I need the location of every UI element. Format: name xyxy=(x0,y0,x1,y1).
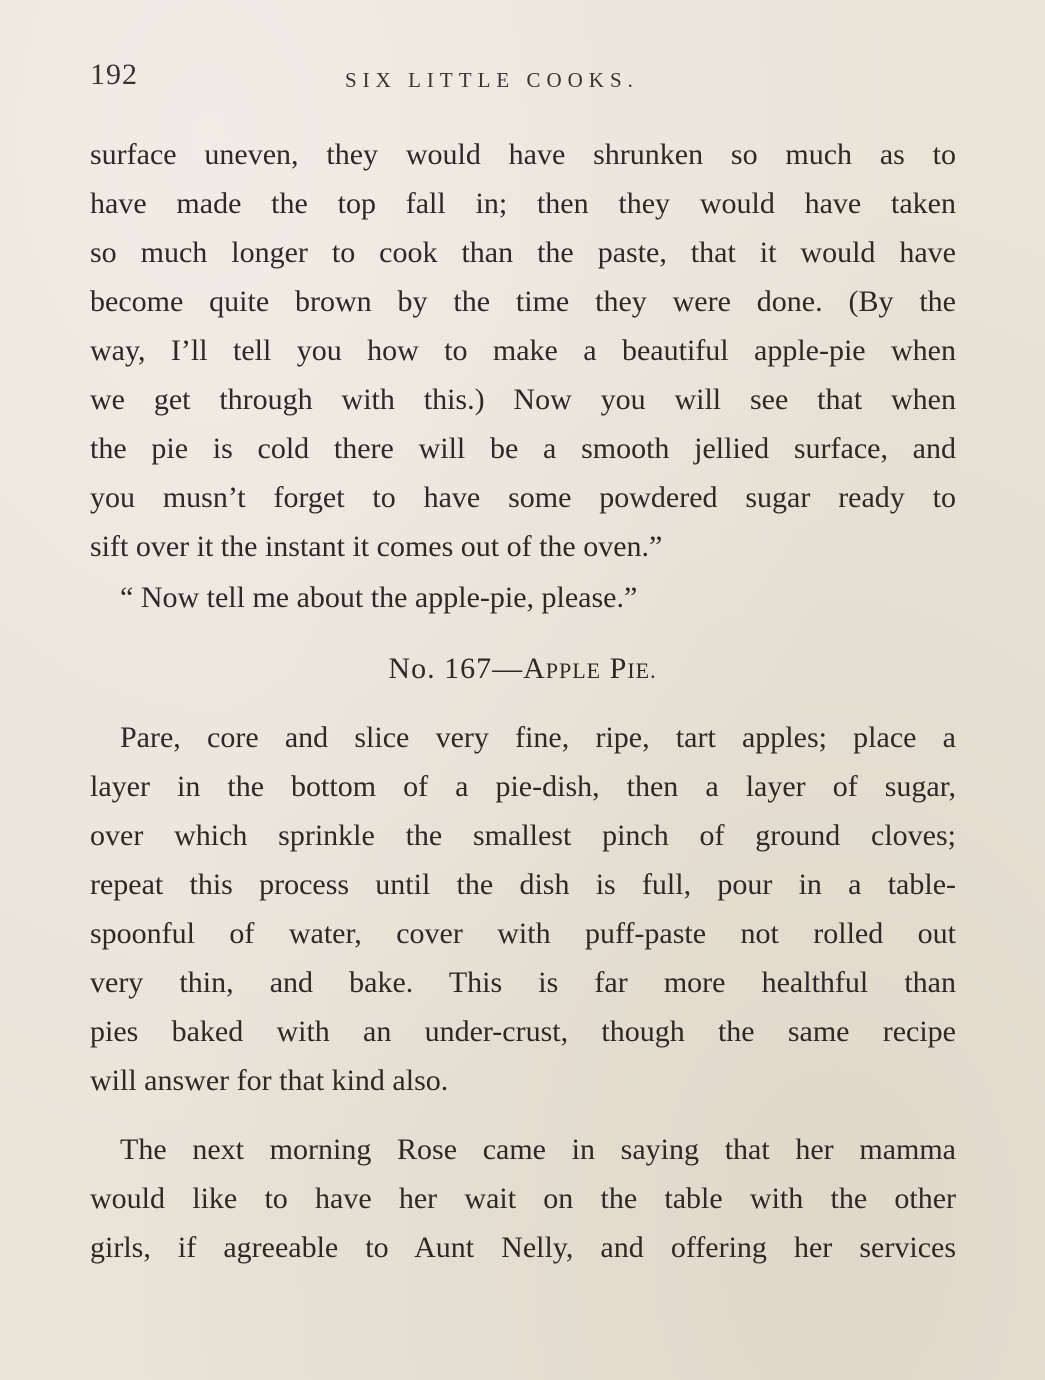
text-line: way, I’ll tell you how to make a beautiful apple-pie when xyxy=(90,334,956,367)
text-line: the pie is cold there will be a smooth jellied surface, and xyxy=(90,432,956,465)
text-line: you musn’t forget to have some powdered sugar ready to xyxy=(90,481,956,514)
recipe-title-smallcaps-a: PPLE xyxy=(545,658,602,683)
text-line: repeat this process until the dish is full, pour in a table- xyxy=(90,868,956,901)
running-head xyxy=(90,58,960,98)
text-line: would like to have her wait on the table with the other xyxy=(90,1182,956,1215)
recipe-title-initial-p: P xyxy=(609,652,628,685)
text-line: Pare, core and slice very fine, ripe, tart apples; place a xyxy=(120,721,956,754)
text-line: “ Now tell me about the apple-pie, please.” xyxy=(120,581,638,614)
text-line: we get through with this.) Now you will see that when xyxy=(90,383,956,416)
recipe-title-initial-a: A xyxy=(523,652,546,685)
text-line: spoonful of water, cover with puff-paste not rolled out xyxy=(90,917,956,950)
text-line: very thin, and bake. This is far more healthful than xyxy=(90,966,956,999)
text-line: surface uneven, they would have shrunken so much as to xyxy=(90,138,956,171)
text-line: will answer for that kind also. xyxy=(90,1064,449,1097)
running-title: SIX LITTLE COOKS. xyxy=(345,68,639,92)
text-line: sift over it the instant it comes out of the oven.” xyxy=(90,530,663,563)
text-line: have made the top fall in; then they would have taken xyxy=(90,187,956,220)
paragraph-dialogue xyxy=(90,573,956,622)
paragraph-narrative xyxy=(90,1125,956,1272)
text-line: over which sprinkle the smallest pinch of ground cloves; xyxy=(90,819,956,852)
text-line: pies baked with an under-crust, though the same recipe xyxy=(90,1015,956,1048)
text-line: layer in the bottom of a pie-dish, then a layer of sugar, xyxy=(90,770,956,803)
text-line: The next morning Rose came in saying that her mamma xyxy=(120,1133,956,1166)
text-line: so much longer to cook than the paste, that it would have xyxy=(90,236,956,269)
recipe-number: No. 167— xyxy=(388,652,524,685)
page-number: 192 xyxy=(90,58,138,91)
recipe-paragraph xyxy=(90,713,956,1105)
paragraph-continued xyxy=(90,130,956,571)
text-line: girls, if agreeable to Aunt Nelly, and offering her services xyxy=(90,1231,956,1264)
recipe-title-smallcaps-p: IE. xyxy=(627,658,657,683)
text-line: become quite brown by the time they were done. (By the xyxy=(90,285,956,318)
recipe-heading xyxy=(0,652,1045,686)
